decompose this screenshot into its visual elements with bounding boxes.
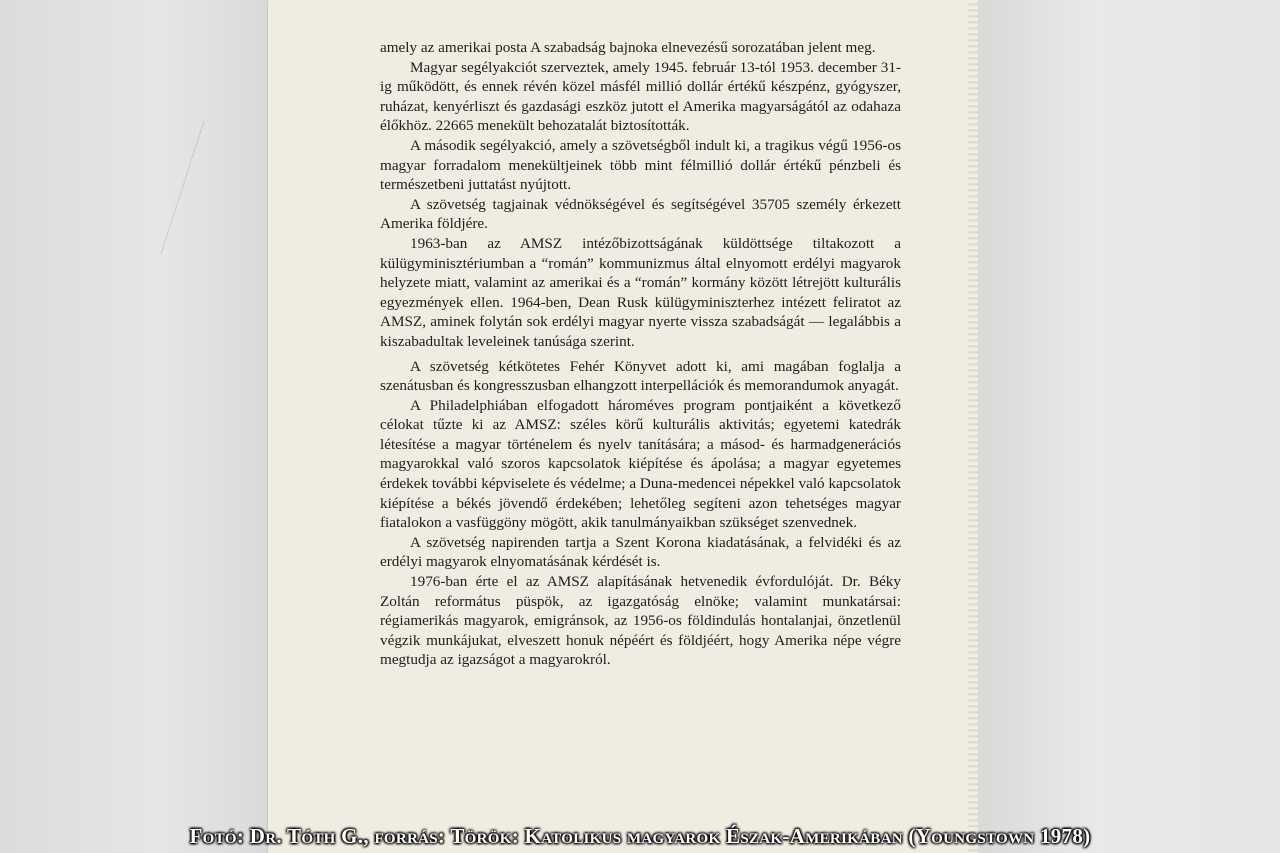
paragraph: Magyar segélyakciót szerveztek, amely 1945. február 13-tól 1953. december 31-ig működött, és ennek révén közel másfél millió dollár értékű készpénz, gyógyszer, ruházat, kenyérliszt és gazdasági eszköz jutott el Amerika magyarságától az odahaza élőkhöz. 22665 menekült behozatalát biztosították. <box>380 58 901 135</box>
paragraph: A második segélyakció, amely a szövetségből indult ki, a tragikus végű 1956-os magyar forradalom menekültjeinek több mint félmillió dollár értékű pénzbeli és természetbeni juttatást nyújtott. <box>380 136 901 194</box>
paragraph: A szövetség napirenden tartja a Szent Korona kiadatásának, a felvidéki és az erdélyi magyarok elnyomatásának kérdését is. <box>380 533 901 571</box>
page-text <box>380 38 901 670</box>
paragraph: A szövetség kétkötetes Fehér Könyvet adott ki, ami magában foglalja a szenátusban és kongresszusban elhangzott interpellációk és memorandumok anyagát. <box>380 357 901 395</box>
background-right <box>975 0 1280 853</box>
paragraph: amely az amerikai posta A szabadság bajnoka elnevezésű sorozatában jelent meg. <box>380 39 876 56</box>
paragraph: 1963-ban az AMSZ intézőbizottságának küldöttsége tiltakozott a külügyminisztériumban a “román” kommunizmus által elnyomott erdélyi magyarok helyzete miatt, valamint az amerikai és a “román” kormány között létrejött kulturális egyezmények ellen. 1964-ben, Dean Rusk külügyminiszterhez intézett feliratot az AMSZ, aminek folytán sok erdélyi magyar nyerte vissza szabadságát — legalábbis a kiszabadultak leveleinek tanúsága szerint. <box>380 234 901 350</box>
paragraph: A szövetség tagjainak védnökségével és segítségével 35705 személy érkezett Amerika földjére. <box>380 195 901 233</box>
photo-caption: Fotó: Dr. Tóth G., forrás: Török: Katolikus magyarok Észak-Amerikában (Youngstown 1978) <box>189 824 1091 848</box>
paragraph: A Philadelphiában elfogadott hároméves program pontjaiként a következő célokat tűzte ki az AMSZ: széles körű kulturális aktivitás; egyetemi katedrák létesítése a magyar történelem és nyelv tanítására; a másod- és harmadgenerációs magyarokkal való szoros kapcsolatok kiépítése és ápolása; a magyar egyetemes érdekek további képviselete és védelme; a Duna-medencei népekkel való kapcsolatok kiépítése a békés jövendő érdekében; lehetőleg segíteni azon tehetséges magyar fiatalokon a vasfüggöny mögött, akik tanulmányaikban szükséget szenvednek. <box>380 396 901 532</box>
paragraph: 1976-ban érte el az AMSZ alapításának hetvenedik évfordulóját. Dr. Béky Zoltán református püspök, az igazgatóság elnöke; valamint munkatársai: régiamerikás magyarok, emigránsok, az 1956-os földindulás hontalanjai, önzetlenül végzik munkájukat, elveszett honuk népéért és földjéért, hogy Amerika népe végre megtudja az igazságot a magyarokról. <box>380 573 901 669</box>
page-torn-edge <box>968 0 978 853</box>
